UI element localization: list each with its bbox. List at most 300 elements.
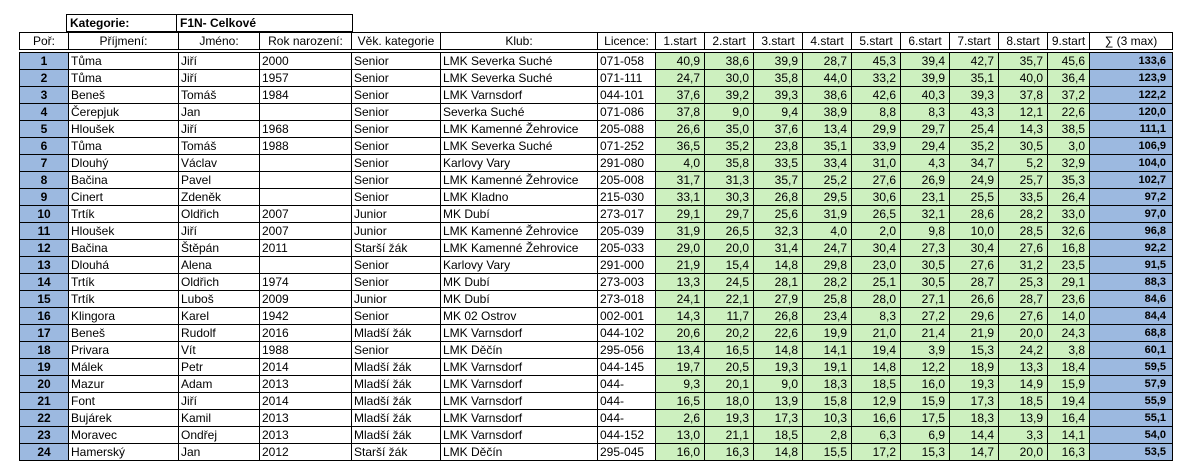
start-1-score-cell: 21,9 (656, 257, 705, 274)
start-7-score-cell: 28,7 (950, 274, 999, 291)
category-row (67, 15, 353, 32)
start-5-score-cell: 21,0 (852, 325, 901, 342)
firstname-cell: Pavel (179, 172, 260, 189)
header-firstname: Jméno: (179, 33, 260, 50)
surname-cell: Bačina (69, 172, 179, 189)
surname-cell: Mazur (69, 376, 179, 393)
results-table (19, 32, 1173, 461)
start-4-score-cell: 2,8 (803, 427, 852, 444)
start-5-score-cell: 30,6 (852, 189, 901, 206)
category-value: F1N- Celkové (177, 15, 353, 32)
age-category-cell: Senior (352, 87, 441, 104)
rank-cell: 9 (20, 189, 69, 206)
rank-cell: 21 (20, 393, 69, 410)
start-5-score-cell: 18,5 (852, 376, 901, 393)
header-row (20, 33, 1173, 50)
age-category-cell: Mladší žák (352, 410, 441, 427)
start-5-score-cell: 33,2 (852, 70, 901, 87)
start-3-score-cell: 28,1 (754, 274, 803, 291)
start-2-score-cell: 20,5 (705, 359, 754, 376)
age-category-cell: Senior (352, 342, 441, 359)
licence-cell: 071-111 (598, 70, 656, 87)
licence-cell: 205-008 (598, 172, 656, 189)
start-5-score-cell: 8,3 (852, 308, 901, 325)
total-score-cell: 53,5 (1090, 444, 1173, 461)
start-4-score-cell: 33,4 (803, 155, 852, 172)
header-start-9: 9.start (1048, 33, 1090, 50)
start-9-score-cell: 24,3 (1048, 325, 1090, 342)
club-cell: LMK Varnsdorf (441, 359, 598, 376)
rank-cell: 5 (20, 121, 69, 138)
total-score-cell: 60,1 (1090, 342, 1173, 359)
start-8-score-cell: 25,7 (999, 172, 1048, 189)
firstname-cell: Adam (179, 376, 260, 393)
age-category-cell: Senior (352, 70, 441, 87)
total-score-cell: 133,6 (1090, 53, 1173, 70)
table-row (20, 121, 1173, 138)
licence-cell: 044- (598, 410, 656, 427)
start-8-score-cell: 25,3 (999, 274, 1048, 291)
start-8-score-cell: 20,0 (999, 325, 1048, 342)
age-category-cell: Senior (352, 172, 441, 189)
start-7-score-cell: 39,3 (950, 87, 999, 104)
surname-cell: Hloušek (69, 223, 179, 240)
start-2-score-cell: 9,0 (705, 104, 754, 121)
rank-cell: 23 (20, 427, 69, 444)
total-score-cell: 122,2 (1090, 87, 1173, 104)
table-row (20, 206, 1173, 223)
header-start-4: 4.start (803, 33, 852, 50)
rank-cell: 10 (20, 206, 69, 223)
age-category-cell: Mladší žák (352, 427, 441, 444)
start-4-score-cell: 4,0 (803, 223, 852, 240)
licence-cell: 205-088 (598, 121, 656, 138)
start-3-score-cell: 31,4 (754, 240, 803, 257)
surname-cell: Hloušek (69, 121, 179, 138)
table-row (20, 427, 1173, 444)
start-1-score-cell: 13,4 (656, 342, 705, 359)
start-7-score-cell: 18,9 (950, 359, 999, 376)
firstname-cell: Jiří (179, 70, 260, 87)
start-7-score-cell: 29,6 (950, 308, 999, 325)
firstname-cell: Jiří (179, 53, 260, 70)
start-3-score-cell: 32,3 (754, 223, 803, 240)
start-9-score-cell: 15,9 (1048, 376, 1090, 393)
firstname-cell: Vít (179, 342, 260, 359)
start-9-score-cell: 22,6 (1048, 104, 1090, 121)
results-body (20, 50, 1173, 461)
rank-cell: 7 (20, 155, 69, 172)
licence-cell: 044- (598, 376, 656, 393)
start-1-score-cell: 36,5 (656, 138, 705, 155)
licence-cell: 044-101 (598, 87, 656, 104)
header-start-8: 8.start (999, 33, 1048, 50)
total-score-cell: 111,1 (1090, 121, 1173, 138)
firstname-cell: Tomáš (179, 138, 260, 155)
licence-cell: 071-086 (598, 104, 656, 121)
start-5-score-cell: 17,2 (852, 444, 901, 461)
birth-year-cell: 1968 (260, 121, 352, 138)
start-9-score-cell: 16,4 (1048, 410, 1090, 427)
start-8-score-cell: 27,6 (999, 308, 1048, 325)
start-8-score-cell: 12,1 (999, 104, 1048, 121)
start-7-score-cell: 21,9 (950, 325, 999, 342)
rank-cell: 20 (20, 376, 69, 393)
start-9-score-cell: 3,8 (1048, 342, 1090, 359)
start-8-score-cell: 24,2 (999, 342, 1048, 359)
start-2-score-cell: 21,1 (705, 427, 754, 444)
start-1-score-cell: 13,0 (656, 427, 705, 444)
licence-cell: 002-001 (598, 308, 656, 325)
start-4-score-cell: 18,3 (803, 376, 852, 393)
surname-cell: Čerepjuk (69, 104, 179, 121)
start-8-score-cell: 28,5 (999, 223, 1048, 240)
start-7-score-cell: 18,3 (950, 410, 999, 427)
age-category-cell: Mladší žák (352, 376, 441, 393)
licence-cell: 291-000 (598, 257, 656, 274)
start-1-score-cell: 9,3 (656, 376, 705, 393)
start-5-score-cell: 30,4 (852, 240, 901, 257)
club-cell: LMK Varnsdorf (441, 87, 598, 104)
firstname-cell: Jiří (179, 223, 260, 240)
start-5-score-cell: 42,6 (852, 87, 901, 104)
total-score-cell: 88,3 (1090, 274, 1173, 291)
age-category-cell: Junior (352, 206, 441, 223)
table-row (20, 240, 1173, 257)
start-2-score-cell: 30,0 (705, 70, 754, 87)
start-5-score-cell: 28,0 (852, 291, 901, 308)
start-5-score-cell: 26,5 (852, 206, 901, 223)
start-2-score-cell: 20,0 (705, 240, 754, 257)
header-total: ∑ (3 max) (1090, 33, 1173, 50)
start-2-score-cell: 29,7 (705, 206, 754, 223)
header-licence: Licence: (598, 33, 656, 50)
club-cell: LMK Kladno (441, 189, 598, 206)
total-score-cell: 96,8 (1090, 223, 1173, 240)
surname-cell: Beneš (69, 325, 179, 342)
start-4-score-cell: 28,2 (803, 274, 852, 291)
start-4-score-cell: 44,0 (803, 70, 852, 87)
surname-cell: Bujárek (69, 410, 179, 427)
licence-cell: 044-102 (598, 325, 656, 342)
start-9-score-cell: 38,5 (1048, 121, 1090, 138)
birth-year-cell: 2016 (260, 325, 352, 342)
header-start-3: 3.start (754, 33, 803, 50)
table-row (20, 359, 1173, 376)
table-row (20, 325, 1173, 342)
firstname-cell: Oldřich (179, 206, 260, 223)
total-score-cell: 55,1 (1090, 410, 1173, 427)
start-3-score-cell: 19,3 (754, 359, 803, 376)
start-4-score-cell: 35,1 (803, 138, 852, 155)
start-7-score-cell: 26,6 (950, 291, 999, 308)
birth-year-cell: 2014 (260, 359, 352, 376)
start-3-score-cell: 27,9 (754, 291, 803, 308)
table-row (20, 291, 1173, 308)
start-8-score-cell: 13,9 (999, 410, 1048, 427)
start-6-score-cell: 16,0 (901, 376, 950, 393)
start-6-score-cell: 29,7 (901, 121, 950, 138)
rank-cell: 8 (20, 172, 69, 189)
firstname-cell: Jan (179, 104, 260, 121)
start-7-score-cell: 10,0 (950, 223, 999, 240)
start-2-score-cell: 26,5 (705, 223, 754, 240)
rank-cell: 19 (20, 359, 69, 376)
licence-cell: 295-045 (598, 444, 656, 461)
start-4-score-cell: 10,3 (803, 410, 852, 427)
start-3-score-cell: 35,7 (754, 172, 803, 189)
table-row (20, 257, 1173, 274)
start-1-score-cell: 26,6 (656, 121, 705, 138)
start-5-score-cell: 19,4 (852, 342, 901, 359)
surname-cell: Tůma (69, 70, 179, 87)
start-1-score-cell: 16,5 (656, 393, 705, 410)
table-row (20, 308, 1173, 325)
club-cell: LMK Varnsdorf (441, 376, 598, 393)
start-2-score-cell: 39,2 (705, 87, 754, 104)
surname-cell: Privara (69, 342, 179, 359)
firstname-cell: Oldřich (179, 274, 260, 291)
start-5-score-cell: 33,9 (852, 138, 901, 155)
age-category-cell: Starší žák (352, 240, 441, 257)
age-category-cell: Senior (352, 104, 441, 121)
start-6-score-cell: 27,2 (901, 308, 950, 325)
surname-cell: Trtík (69, 274, 179, 291)
rank-cell: 1 (20, 53, 69, 70)
start-2-score-cell: 30,3 (705, 189, 754, 206)
age-category-cell: Senior (352, 138, 441, 155)
table-row (20, 155, 1173, 172)
start-8-score-cell: 20,0 (999, 444, 1048, 461)
start-1-score-cell: 40,9 (656, 53, 705, 70)
start-9-score-cell: 37,2 (1048, 87, 1090, 104)
header-birth-year: Rok narození: (260, 33, 352, 50)
start-4-score-cell: 15,8 (803, 393, 852, 410)
start-6-score-cell: 21,4 (901, 325, 950, 342)
start-9-score-cell: 35,3 (1048, 172, 1090, 189)
start-3-score-cell: 26,8 (754, 308, 803, 325)
total-score-cell: 102,7 (1090, 172, 1173, 189)
table-row (20, 70, 1173, 87)
surname-cell: Dlouhá (69, 257, 179, 274)
start-1-score-cell: 29,1 (656, 206, 705, 223)
start-9-score-cell: 26,4 (1048, 189, 1090, 206)
start-2-score-cell: 20,1 (705, 376, 754, 393)
birth-year-cell: 2013 (260, 410, 352, 427)
start-2-score-cell: 19,3 (705, 410, 754, 427)
total-score-cell: 84,4 (1090, 308, 1173, 325)
start-1-score-cell: 20,6 (656, 325, 705, 342)
header-age-category: Věk. kategorie (352, 33, 441, 50)
rank-cell: 13 (20, 257, 69, 274)
club-cell: MK Dubí (441, 291, 598, 308)
rank-cell: 12 (20, 240, 69, 257)
club-cell: MK Dubí (441, 206, 598, 223)
age-category-cell: Senior (352, 155, 441, 172)
start-9-score-cell: 23,5 (1048, 257, 1090, 274)
start-6-score-cell: 26,9 (901, 172, 950, 189)
start-6-score-cell: 15,3 (901, 444, 950, 461)
rank-cell: 17 (20, 325, 69, 342)
age-category-cell: Senior (352, 274, 441, 291)
start-1-score-cell: 37,8 (656, 104, 705, 121)
birth-year-cell (260, 172, 352, 189)
header-start-6: 6.start (901, 33, 950, 50)
rank-cell: 14 (20, 274, 69, 291)
start-1-score-cell: 31,7 (656, 172, 705, 189)
age-category-cell: Mladší žák (352, 393, 441, 410)
table-row (20, 342, 1173, 359)
category-table (66, 14, 353, 32)
start-1-score-cell: 2,6 (656, 410, 705, 427)
club-cell: LMK Severka Suché (441, 138, 598, 155)
table-row (20, 410, 1173, 427)
age-category-cell: Junior (352, 291, 441, 308)
start-3-score-cell: 9,0 (754, 376, 803, 393)
table-row (20, 104, 1173, 121)
total-score-cell: 55,9 (1090, 393, 1173, 410)
start-3-score-cell: 18,5 (754, 427, 803, 444)
start-3-score-cell: 13,9 (754, 393, 803, 410)
table-row (20, 376, 1173, 393)
start-7-score-cell: 17,3 (950, 393, 999, 410)
start-2-score-cell: 31,3 (705, 172, 754, 189)
birth-year-cell: 2007 (260, 223, 352, 240)
club-cell: LMK Kamenné Žehrovice (441, 223, 598, 240)
start-6-score-cell: 29,4 (901, 138, 950, 155)
start-5-score-cell: 6,3 (852, 427, 901, 444)
total-score-cell: 92,2 (1090, 240, 1173, 257)
start-6-score-cell: 27,3 (901, 240, 950, 257)
firstname-cell: Karel (179, 308, 260, 325)
birth-year-cell: 1957 (260, 70, 352, 87)
header-start-1: 1.start (656, 33, 705, 50)
start-5-score-cell: 45,3 (852, 53, 901, 70)
age-category-cell: Mladší žák (352, 325, 441, 342)
start-5-score-cell: 31,0 (852, 155, 901, 172)
start-8-score-cell: 35,7 (999, 53, 1048, 70)
start-8-score-cell: 31,2 (999, 257, 1048, 274)
age-category-cell: Senior (352, 257, 441, 274)
licence-cell: 044- (598, 393, 656, 410)
start-1-score-cell: 4,0 (656, 155, 705, 172)
start-6-score-cell: 39,4 (901, 53, 950, 70)
header-club: Klub: (441, 33, 598, 50)
club-cell: MK Dubí (441, 274, 598, 291)
start-8-score-cell: 40,0 (999, 70, 1048, 87)
rank-cell: 11 (20, 223, 69, 240)
table-row (20, 189, 1173, 206)
rank-cell: 15 (20, 291, 69, 308)
start-3-score-cell: 39,3 (754, 87, 803, 104)
start-5-score-cell: 14,8 (852, 359, 901, 376)
start-9-score-cell: 45,6 (1048, 53, 1090, 70)
start-9-score-cell: 19,4 (1048, 393, 1090, 410)
licence-cell: 295-056 (598, 342, 656, 359)
age-category-cell: Senior (352, 308, 441, 325)
licence-cell: 071-252 (598, 138, 656, 155)
rank-cell: 22 (20, 410, 69, 427)
start-7-score-cell: 24,9 (950, 172, 999, 189)
club-cell: LMK Kamenné Žehrovice (441, 240, 598, 257)
birth-year-cell (260, 155, 352, 172)
start-2-score-cell: 35,2 (705, 138, 754, 155)
start-7-score-cell: 34,7 (950, 155, 999, 172)
start-8-score-cell: 5,2 (999, 155, 1048, 172)
licence-cell: 071-058 (598, 53, 656, 70)
start-6-score-cell: 12,2 (901, 359, 950, 376)
start-2-score-cell: 38,6 (705, 53, 754, 70)
birth-year-cell: 2011 (260, 240, 352, 257)
surname-cell: Trtík (69, 291, 179, 308)
start-3-score-cell: 17,3 (754, 410, 803, 427)
start-1-score-cell: 31,9 (656, 223, 705, 240)
firstname-cell: Ondřej (179, 427, 260, 444)
start-7-score-cell: 30,4 (950, 240, 999, 257)
start-6-score-cell: 27,1 (901, 291, 950, 308)
firstname-cell: Jiří (179, 393, 260, 410)
total-score-cell: 91,5 (1090, 257, 1173, 274)
firstname-cell: Jan (179, 444, 260, 461)
start-4-score-cell: 13,4 (803, 121, 852, 138)
start-6-score-cell: 3,9 (901, 342, 950, 359)
start-9-score-cell: 16,8 (1048, 240, 1090, 257)
start-3-score-cell: 33,5 (754, 155, 803, 172)
start-4-score-cell: 28,7 (803, 53, 852, 70)
total-score-cell: 84,6 (1090, 291, 1173, 308)
age-category-cell: Junior (352, 223, 441, 240)
start-7-score-cell: 35,1 (950, 70, 999, 87)
start-4-score-cell: 25,2 (803, 172, 852, 189)
start-6-score-cell: 9,8 (901, 223, 950, 240)
start-3-score-cell: 14,8 (754, 257, 803, 274)
birth-year-cell: 2014 (260, 393, 352, 410)
surname-cell: Trtík (69, 206, 179, 223)
start-5-score-cell: 2,0 (852, 223, 901, 240)
total-score-cell: 120,0 (1090, 104, 1173, 121)
start-9-score-cell: 33,0 (1048, 206, 1090, 223)
birth-year-cell: 1988 (260, 138, 352, 155)
licence-cell: 215-030 (598, 189, 656, 206)
firstname-cell: Kamil (179, 410, 260, 427)
birth-year-cell: 1974 (260, 274, 352, 291)
start-8-score-cell: 33,5 (999, 189, 1048, 206)
start-6-score-cell: 39,9 (901, 70, 950, 87)
start-1-score-cell: 16,0 (656, 444, 705, 461)
start-3-score-cell: 23,8 (754, 138, 803, 155)
club-cell: Severka Suché (441, 104, 598, 121)
table-row (20, 444, 1173, 461)
start-4-score-cell: 38,9 (803, 104, 852, 121)
total-score-cell: 59,5 (1090, 359, 1173, 376)
start-7-score-cell: 14,4 (950, 427, 999, 444)
birth-year-cell: 2007 (260, 206, 352, 223)
club-cell: LMK Kamenné Žehrovice (441, 121, 598, 138)
club-cell: Karlovy Vary (441, 257, 598, 274)
start-7-score-cell: 14,7 (950, 444, 999, 461)
start-7-score-cell: 42,7 (950, 53, 999, 70)
start-3-score-cell: 37,6 (754, 121, 803, 138)
start-5-score-cell: 29,9 (852, 121, 901, 138)
surname-cell: Tůma (69, 138, 179, 155)
firstname-cell: Luboš (179, 291, 260, 308)
start-9-score-cell: 36,4 (1048, 70, 1090, 87)
club-cell: LMK Děčín (441, 342, 598, 359)
surname-cell: Málek (69, 359, 179, 376)
birth-year-cell: 1988 (260, 342, 352, 359)
surname-cell: Tůma (69, 53, 179, 70)
header-surname: Příjmení: (69, 33, 179, 50)
